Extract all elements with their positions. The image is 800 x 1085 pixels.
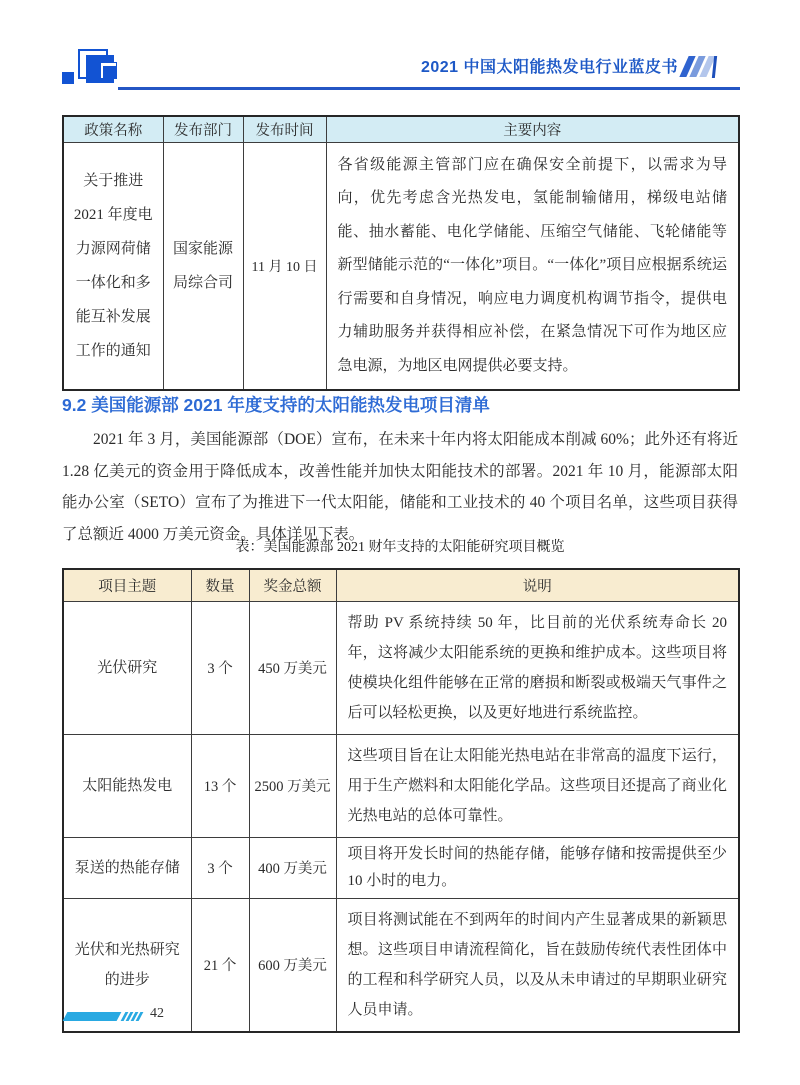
- policy-col-header: 发布时间: [243, 116, 326, 142]
- logo-square-icon: [103, 66, 116, 79]
- project-col-header: 数量: [191, 569, 249, 601]
- policy-table-header-row: [63, 116, 739, 142]
- project-table-row: [63, 837, 739, 898]
- project-col-header: 奖金总额: [249, 569, 336, 601]
- project-topic-cell: 光伏研究: [63, 601, 191, 734]
- page-number: 42: [150, 1006, 164, 1021]
- section-paragraph: 2021 年 3 月，美国能源部（DOE）宣布，在未来十年内将太阳能成本削减 60%；此外还有将近 1.28 亿美元的资金用于降低成本，改善性能并加快太阳能技术的部署。2021 年 10 月，能源部太阳能办公室（SETO）宣布了为推进下一代太阳能，储能和工业技术的 40 个项目名单，这些项目获得了总额近 4000 万美元资金。具体详见下表。: [62, 431, 738, 543]
- project-count-cell: 3 个: [191, 837, 249, 898]
- policy-col-header: 政策名称: [63, 116, 163, 142]
- section-heading: 9.2 美国能源部 2021 年度支持的太阳能热发电项目清单: [62, 395, 490, 415]
- project-topic-cell: 泵送的热能存储: [63, 837, 191, 898]
- logo-square-icon: [62, 72, 74, 84]
- header-rule: [118, 87, 740, 90]
- project-count-cell: 21 个: [191, 898, 249, 1032]
- project-topic-cell: 光伏和光热研究的进步: [63, 898, 191, 1032]
- policy-col-header: 主要内容: [326, 116, 739, 142]
- project-col-header: 项目主题: [63, 569, 191, 601]
- project-award-cell: 600 万美元: [249, 898, 336, 1032]
- page-footer: [0, 1003, 800, 1033]
- policy-col-header: 发布部门: [163, 116, 243, 142]
- project-col-header: 说明: [336, 569, 739, 601]
- header-slashes-icon: [684, 56, 724, 78]
- table-caption: 表：美国能源部 2021 财年支持的太阳能研究项目概览: [235, 540, 565, 555]
- policy-table-row: [63, 142, 739, 390]
- header-title: 2021 中国太阳能热发电行业蓝皮书: [420, 59, 678, 76]
- project-award-cell: 450 万美元: [249, 601, 336, 734]
- project-description-cell: 帮助 PV 系统持续 50 年，比目前的光伏系统寿命长 20 年，这将减少太阳能系统的更换和维护成本。这些项目将使模块化组件能够在正常的磨损和断裂或极端天气事件之后可以轻松更换，以及更好地进行系统监控。: [336, 601, 739, 734]
- project-table: [62, 568, 740, 1033]
- policy-content-cell: 各省级能源主管部门应在确保安全前提下，以需求为导向，优先考虑含光热发电，氢能制输储用，梯级电站储能、抽水蓄能、电化学储能、压缩空气储能、飞轮储能等新型储能示范的“一体化”项目。“一体化”项目应根据系统运行需要和自身情况，响应电力调度机构调节指令，提供电力辅助服务并获得相应补偿，在紧急情况下可作为地区应急电源，为地区电网提供必要支持。: [326, 142, 739, 390]
- policy-date-cell: 11 月 10 日: [243, 142, 326, 390]
- policy-table: [62, 115, 740, 391]
- policy-department-cell: 国家能源局综合司: [163, 142, 243, 390]
- project-table-header-row: [63, 569, 739, 601]
- footer-bar-icon: [63, 1012, 122, 1021]
- project-topic-cell: 太阳能热发电: [63, 734, 191, 837]
- project-award-cell: 400 万美元: [249, 837, 336, 898]
- project-count-cell: 13 个: [191, 734, 249, 837]
- project-description-cell: 项目将测试能在不到两年的时间内产生显著成果的新颖思想。这些项目申请流程简化，旨在鼓励传统代表性团体中的工程和科学研究人员，以及从未申请过的早期职业研究人员申请。: [336, 898, 739, 1032]
- policy-name-cell: 关于推进 2021 年度电力源网荷储一体化和多能互补发展工作的通知: [63, 142, 163, 390]
- project-award-cell: 2500 万美元: [249, 734, 336, 837]
- project-table-row: [63, 734, 739, 837]
- project-description-cell: 这些项目旨在让太阳能光热电站在非常高的温度下运行，用于生产燃料和太阳能化学品。这些项目还提高了商业化光热电站的总体可靠性。: [336, 734, 739, 837]
- project-table-row: [63, 601, 739, 734]
- project-count-cell: 3 个: [191, 601, 249, 734]
- project-description-cell: 项目将开发长时间的热能存储，能够存储和按需提供至少 10 小时的电力。: [336, 837, 739, 898]
- page-header: [0, 0, 800, 100]
